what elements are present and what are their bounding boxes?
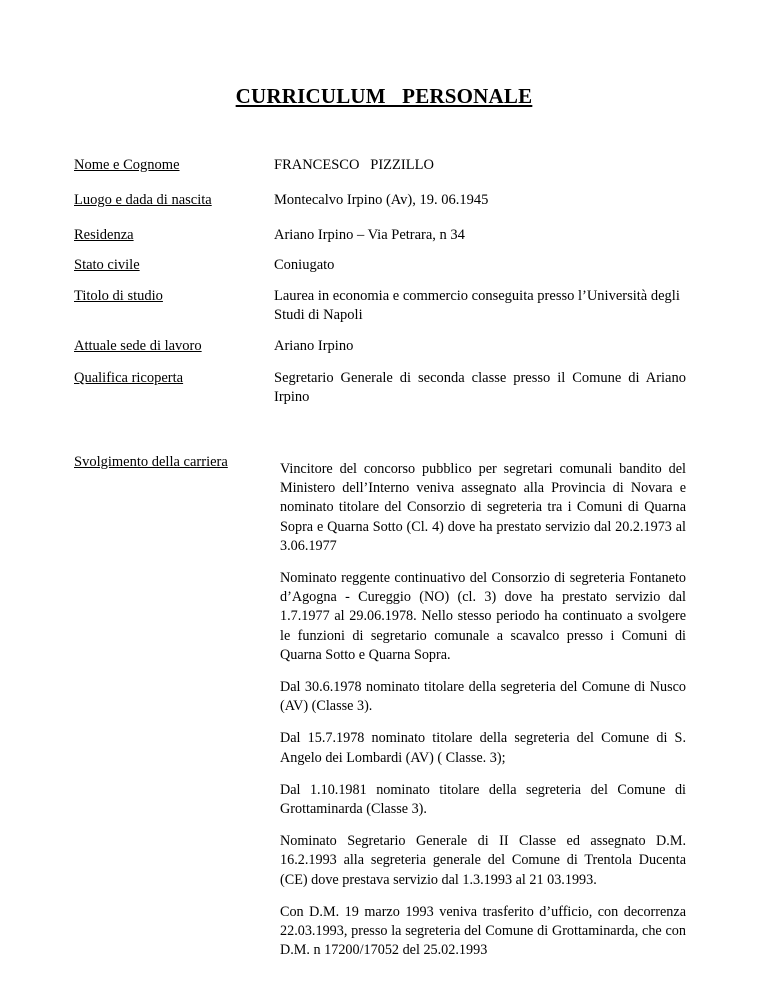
field-value: Coniugato — [274, 257, 335, 273]
field-label: Stato civile — [74, 257, 140, 273]
career-paragraph: Con D.M. 19 marzo 1993 veniva trasferito d’ufficio, con decorrenza 22.03.1993, presso la segreteria del Comune di Grottaminarda, che con D.M. n 17200/17052 del 25.02.1993 — [280, 903, 686, 959]
field-value: Ariano Irpino — [274, 338, 354, 354]
career-paragraph: Nominato Segretario Generale di II Classe ed assegnato D.M. 16.2.1993 alla segreteria generale del Comune di Trentola Ducenta (CE) dove prestava servizio dal 1.3.1993 al 21 03.1993. — [280, 833, 686, 888]
career-section — [280, 460, 686, 973]
field-label: Titolo di studio — [74, 288, 163, 304]
field-label: Svolgimento della carriera — [74, 454, 228, 470]
document-title: CURRICULUM PERSONALE — [235, 84, 533, 108]
field-value: Laurea in economia e commercio conseguita presso l’Università degli Studi di Napoli — [274, 288, 680, 323]
field-value: Segretario Generale di seconda classe presso il Comune di Ariano Irpino — [274, 370, 686, 405]
field-value: Ariano Irpino – Via Petrara, n 34 — [274, 227, 465, 243]
field-label: Attuale sede di lavoro — [74, 338, 202, 354]
field-value: FRANCESCO PIZZILLO — [274, 157, 434, 173]
career-paragraph: Vincitore del concorso pubblico per segretari comunali bandito del Ministero dell’Interno veniva assegnato alla Provincia di Novara e nominato titolare del Consorzio di segreteria tra i Comuni di Quarna Sopra e Quarna Sotto (Cl. 4) dove ha prestato servizio dal 20.2.1973 al 3.06.1977 — [280, 461, 686, 554]
field-label: Luogo e dada di nascita — [74, 192, 212, 208]
career-paragraph: Dal 15.7.1978 nominato titolare della segreteria del Comune di S. Angelo dei Lombardi (AV) ( Classe. 3); — [280, 730, 686, 766]
career-paragraph: Dal 1.10.1981 nominato titolare della segreteria del Comune di Grottaminarda (Classe 3). — [280, 781, 686, 818]
field-value: Montecalvo Irpino (Av), 19. 06.1945 — [274, 192, 489, 208]
career-paragraph: Nominato reggente continuativo del Consorzio di segreteria Fontaneto d’Agogna - Cureggio (NO) (cl. 3) dove ha prestato servizio dal 1.7.1977 al 29.06.1978. Nello stesso periodo ha continuato a svolgere le funzioni di segretario comunale a scavalco presso i Comuni di Quarna Sotto e Quarna Sopra. — [280, 570, 686, 663]
field-label: Qualifica ricoperta — [74, 370, 184, 386]
career-paragraph: Dal 30.6.1978 nominato titolare della segreteria del Comune di Nusco (AV) (Classe 3). — [280, 679, 686, 715]
field-label: Nome e Cognome — [74, 157, 180, 173]
field-label: Residenza — [74, 227, 134, 243]
